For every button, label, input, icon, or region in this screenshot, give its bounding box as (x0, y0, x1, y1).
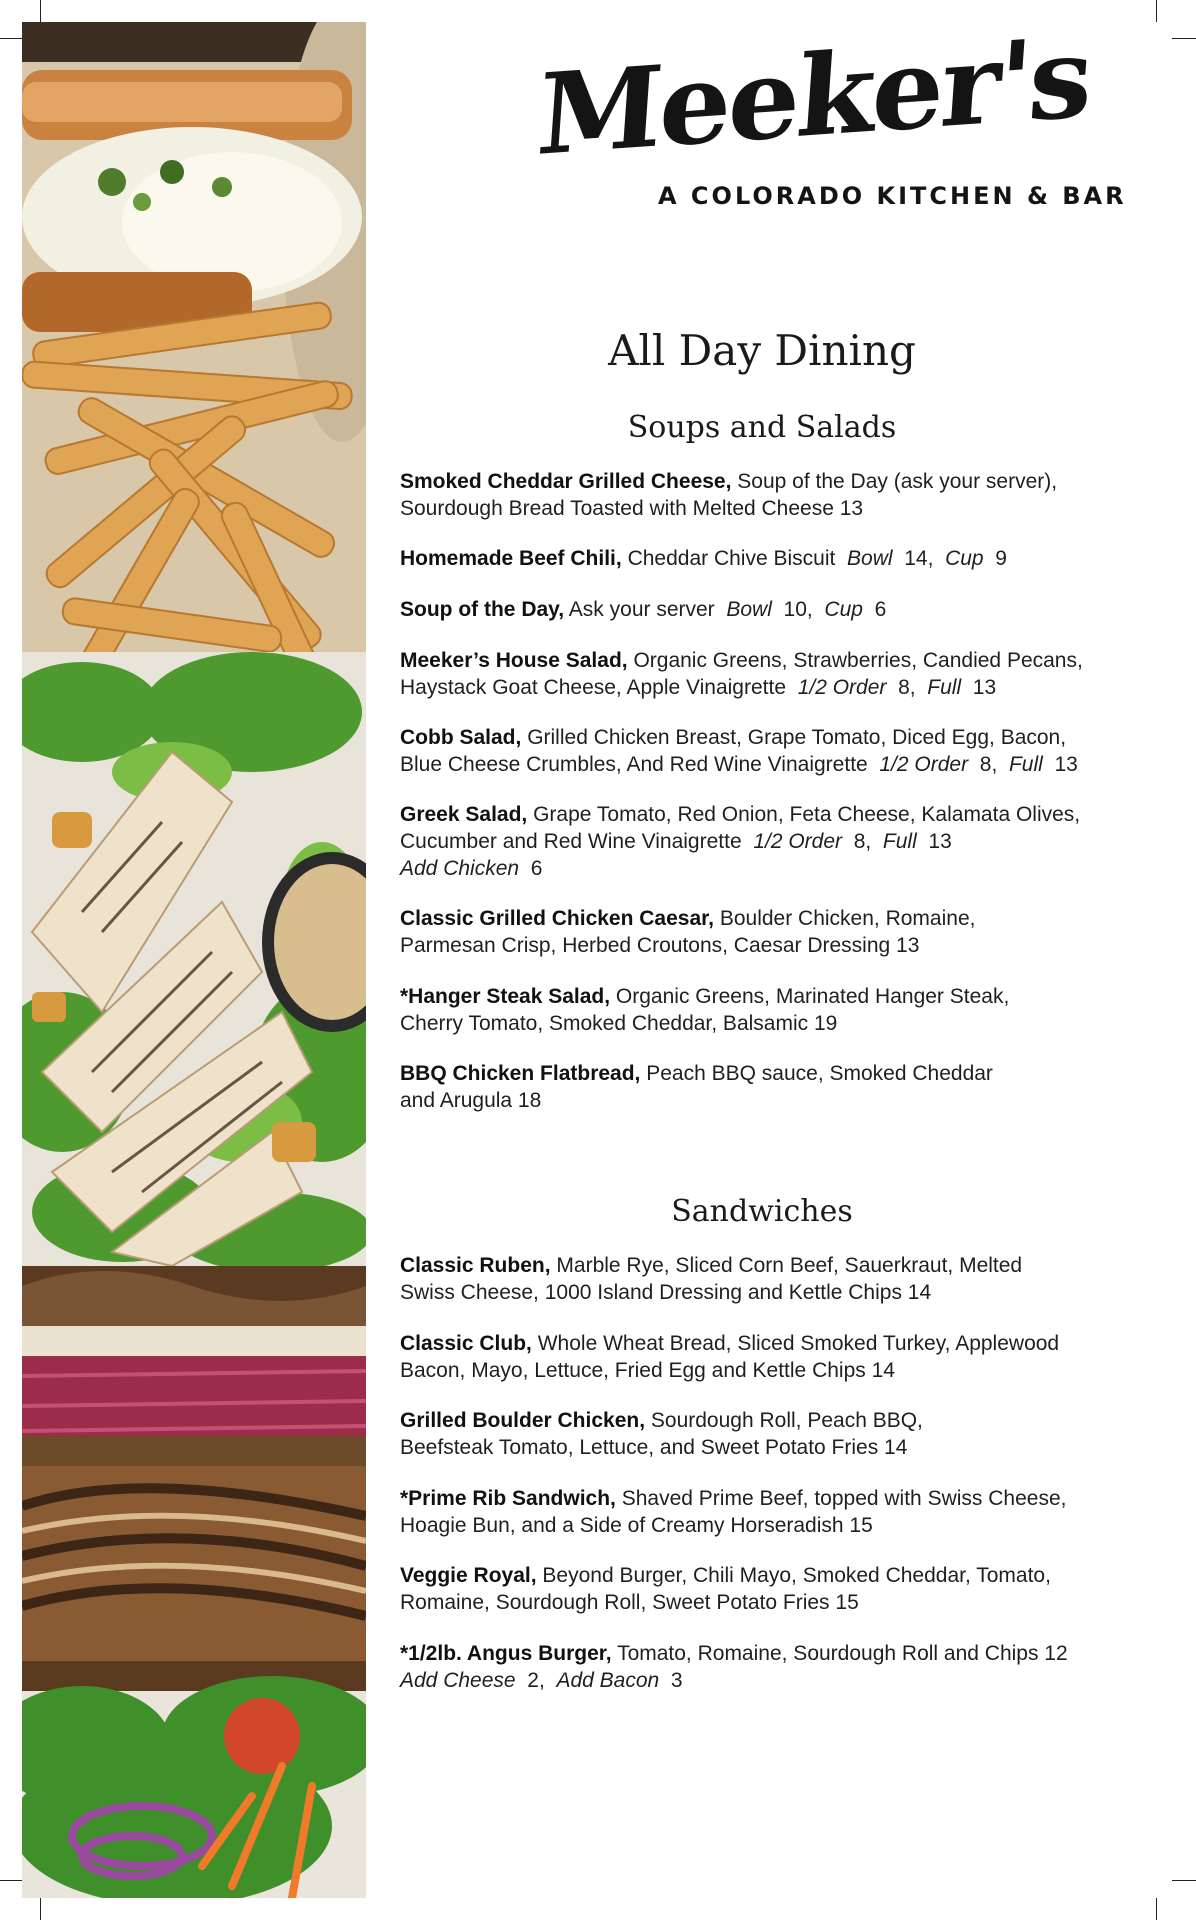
item-option: Cup (824, 598, 863, 621)
item-option: Full (882, 830, 917, 853)
crop-mark (0, 38, 22, 39)
item-option: 1/2 Order (753, 830, 843, 853)
item-price: 13 (961, 676, 997, 699)
item-name: Classic Ruben, (400, 1254, 551, 1277)
item-price: 8, (842, 830, 883, 853)
item-desc: Ask your server (564, 598, 727, 621)
item-name: *Hanger Steak Salad, (400, 985, 611, 1008)
item-name: Smoked Cheddar Grilled Cheese, (400, 470, 732, 493)
item-option: Cup (945, 547, 984, 570)
item-option: Full (927, 676, 962, 699)
item-name: BBQ Chicken Flatbread, (400, 1062, 641, 1085)
menu-item (400, 545, 1160, 572)
item-desc: Peach BBQ sauce, Smoked Cheddar (640, 1062, 993, 1085)
item-desc: Whole Wheat Bread, Sliced Smoked Turkey, Applewood (531, 1332, 1060, 1355)
item-price: 6 (862, 598, 887, 621)
brand-logo (520, 12, 1127, 230)
item-name: Classic Grilled Chicken Caesar, (400, 907, 714, 930)
item-desc: Blue Cheese Crumbles, And Red Wine Vinaigrette (400, 753, 880, 776)
menu-item (400, 1485, 1160, 1539)
item-addon: Add Cheese (400, 1669, 516, 1692)
menu-title: All Day Dining (608, 326, 916, 375)
item-desc: Marble Rye, Sliced Corn Beef, Sauerkraut, Melted (550, 1254, 1023, 1277)
item-desc: Swiss Cheese, 1000 Island Dressing and Kettle Chips 14 (400, 1281, 932, 1304)
item-desc: Bacon, Mayo, Lettuce, Fried Egg and Kettle Chips 14 (400, 1359, 895, 1382)
sandwich-fries-photo (22, 22, 366, 652)
menu-item (400, 1407, 1160, 1461)
item-desc: and Arugula 18 (400, 1089, 542, 1112)
item-desc: Beefsteak Tomato, Lettuce, and Sweet Potato Fries 14 (400, 1436, 908, 1459)
menu-item (400, 905, 1160, 959)
menu-item (400, 468, 1160, 522)
item-desc: Cucumber and Red Wine Vinaigrette (400, 830, 754, 853)
item-option: Full (1008, 753, 1043, 776)
item-option: Bowl (726, 598, 772, 621)
item-name: Homemade Beef Chili, (400, 547, 622, 570)
item-desc: Sourdough Roll, Peach BBQ, (645, 1409, 923, 1432)
section-title: Soups and Salads (627, 410, 897, 445)
crop-mark (1172, 1880, 1196, 1881)
item-addon: Add Chicken (400, 857, 520, 880)
item-desc: Hoagie Bun, and a Side of Creamy Horseradish 15 (400, 1514, 873, 1537)
item-desc: Boulder Chicken, Romaine, (714, 907, 976, 930)
item-desc: Cheddar Chive Biscuit (621, 547, 848, 570)
crop-mark (1156, 0, 1157, 22)
item-price: 3 (659, 1669, 683, 1692)
menu-item (400, 1562, 1160, 1616)
item-price: 2, (515, 1669, 557, 1692)
menu-item (400, 983, 1160, 1037)
item-price: 13 (1042, 753, 1078, 776)
item-name: *Prime Rib Sandwich, (400, 1487, 616, 1510)
menu-item (400, 1252, 1160, 1306)
menu-item (400, 647, 1160, 701)
menu-item (400, 596, 1160, 623)
item-desc: Beyond Burger, Chili Mayo, Smoked Cheddar, Tomato, (536, 1564, 1051, 1587)
item-price: 14, (892, 547, 946, 570)
reuben-sandwich-salad-photo (22, 1266, 366, 1898)
crop-mark (1156, 1898, 1157, 1920)
item-desc: Romaine, Sourdough Roll, Sweet Potato Fries 15 (400, 1591, 859, 1614)
item-name: Meeker’s House Salad, (400, 649, 628, 672)
item-price: 9 (983, 547, 1007, 570)
item-desc: Grilled Chicken Breast, Grape Tomato, Diced Egg, Bacon, (521, 726, 1067, 749)
menu-item (400, 1330, 1160, 1384)
item-price: 13 (916, 830, 952, 853)
item-desc: Tomato, Romaine, Sourdough Roll and Chips 12 (611, 1642, 1068, 1665)
item-name: *1/2lb. Angus Burger, (400, 1642, 612, 1665)
menu-item (400, 1060, 1160, 1114)
item-name: Veggie Royal, (400, 1564, 537, 1587)
brand-name: Meeker's (533, 12, 1095, 181)
chicken-caesar-salad-photo (22, 652, 366, 1266)
item-desc: Organic Greens, Strawberries, Candied Pecans, (627, 649, 1083, 672)
item-name: Grilled Boulder Chicken, (400, 1409, 646, 1432)
crop-mark (40, 1898, 41, 1920)
item-name: Classic Club, (400, 1332, 532, 1355)
item-desc: Shaved Prime Beef, topped with Swiss Cheese, (615, 1487, 1067, 1510)
item-desc: Grape Tomato, Red Onion, Feta Cheese, Kalamata Olives, (527, 803, 1081, 826)
item-desc: Sourdough Bread Toasted with Melted Cheese 13 (400, 497, 864, 520)
item-desc: Soup of the Day (ask your server), (731, 470, 1058, 493)
menu-item (400, 1640, 1160, 1694)
item-price: 10, (771, 598, 825, 621)
crop-mark (1172, 38, 1196, 39)
item-name: Greek Salad, (400, 803, 528, 826)
menu-item (400, 724, 1160, 778)
item-addon: Add Bacon (556, 1669, 660, 1692)
item-name: Cobb Salad, (400, 726, 522, 749)
photo-column (22, 22, 366, 1898)
item-desc: Haystack Goat Cheese, Apple Vinaigrette (400, 676, 798, 699)
item-desc: Cherry Tomato, Smoked Cheddar, Balsamic 19 (400, 1012, 838, 1035)
item-price: 8, (968, 753, 1009, 776)
item-option: 1/2 Order (879, 753, 969, 776)
brand-tagline: A COLORADO KITCHEN & BAR (658, 182, 1127, 210)
item-option: 1/2 Order (797, 676, 887, 699)
item-desc: Parmesan Crisp, Herbed Croutons, Caesar Dressing 13 (400, 934, 920, 957)
item-desc: Organic Greens, Marinated Hanger Steak, (610, 985, 1010, 1008)
item-name: Soup of the Day, (400, 598, 565, 621)
menu-item (400, 801, 1160, 882)
crop-mark (40, 0, 41, 22)
item-option: Bowl (847, 547, 893, 570)
item-price: 8, (886, 676, 928, 699)
section-title: Sandwiches (671, 1194, 853, 1229)
crop-mark (0, 1880, 22, 1881)
item-price: 6 (519, 857, 543, 880)
